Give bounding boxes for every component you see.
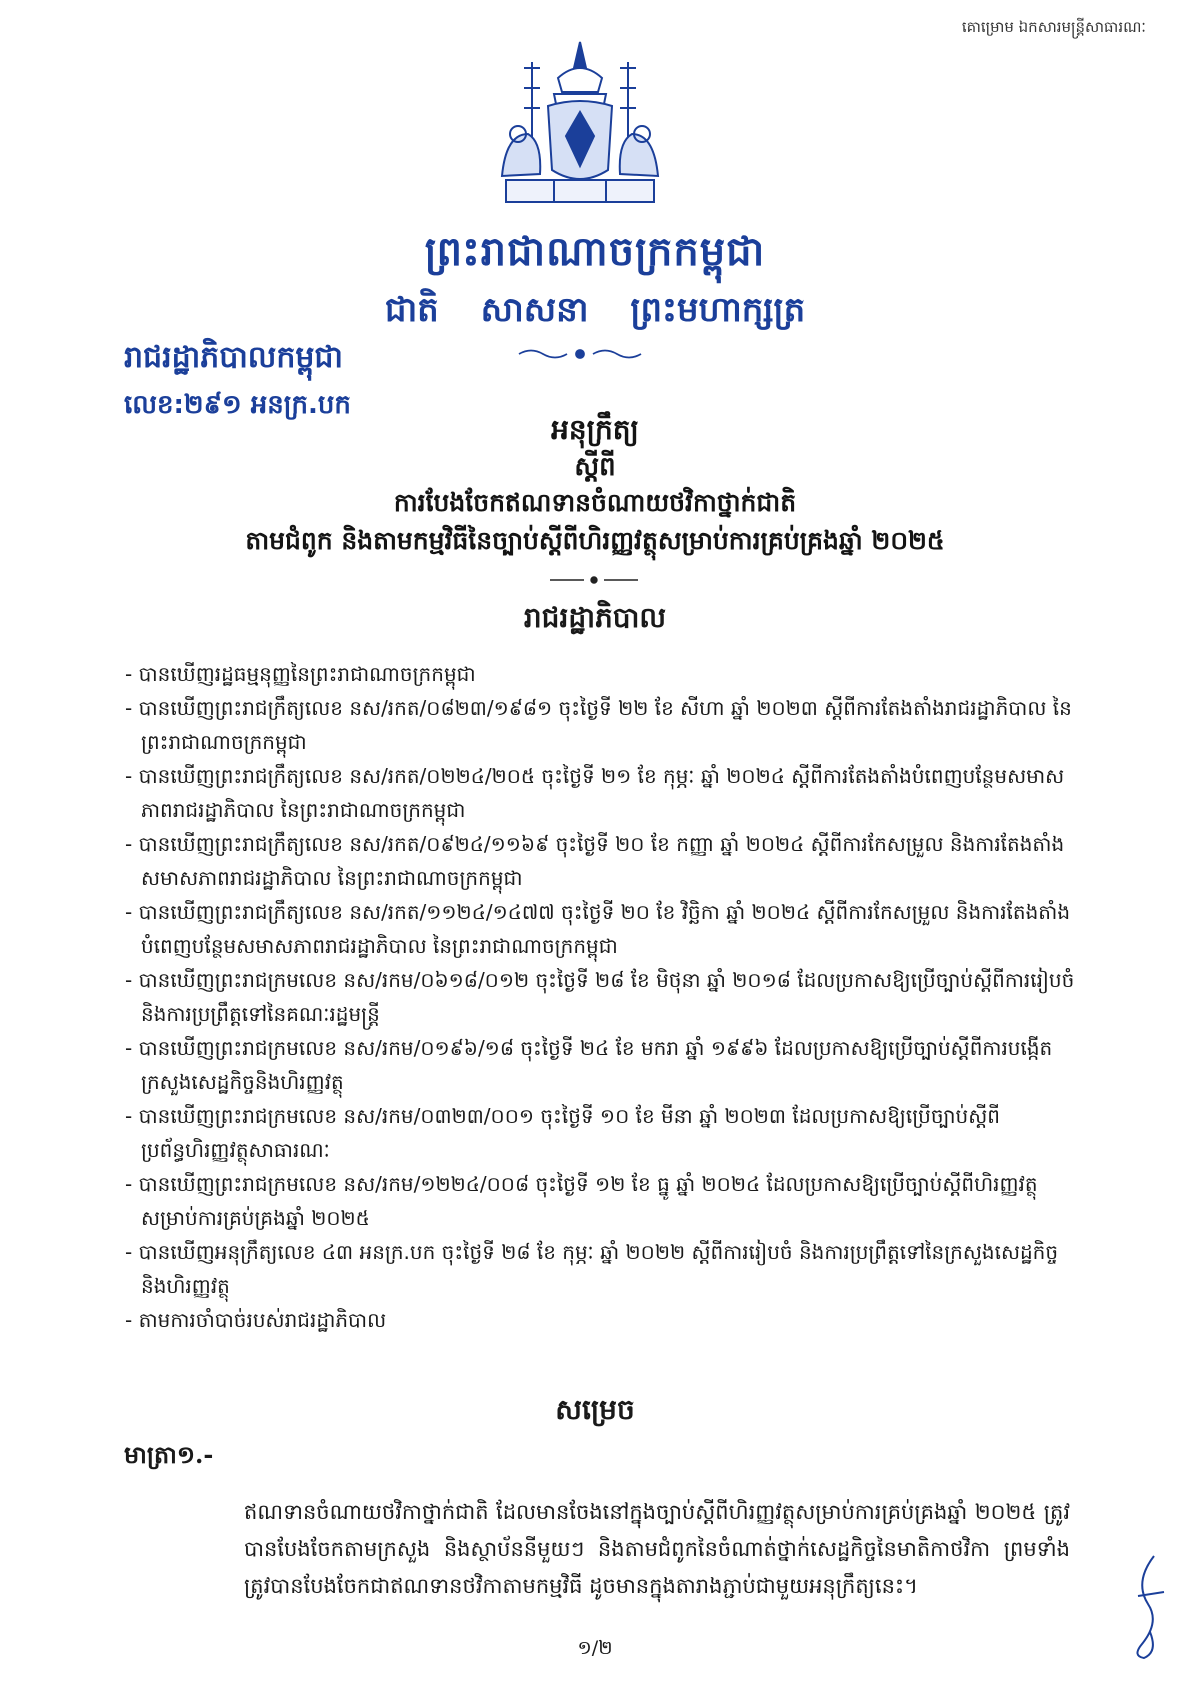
article-body: ឥណទានចំណាយថវិកាថ្នាក់ជាតិ ដែលមានចែងនៅក្នុងច្បាប់ស្តីពីហិរញ្ញវត្ថុសម្រាប់ការគ្រប់គ្រងឆ្នាំ ២០២៥ ត្រូវបានបែងចែកតាមក្រសួង និងស្ថាប័ននីមួយៗ និងតាមជំពូកនៃចំណាត់ថ្នាក់សេដ្ឋកិច្ចនៃមាតិកាថវិកា ព្រមទាំងត្រូវបានបែងចែកជាឥណទានថវិកាតាមកម្មវិធី ដូចមានក្នុងតារាងភ្ជាប់ជាមួយអនុក្រឹត្យនេះ។ — [244, 1500, 1070, 1598]
national-motto: ជាតិ សាសនា ព្រះមហាក្សត្រ — [384, 290, 806, 330]
ornament-divider-icon — [515, 345, 645, 363]
recital-item: - បានឃើញអនុក្រឹត្យលេខ ៤៣ អនក្រ.បក ចុះថ្ងៃទី ២៨ ខែ កុម្ភៈ ឆ្នាំ ២០២២ ស្តីពីការរៀបចំ និងការប្រព្រឹត្តទៅនៃក្រសួងសេដ្ឋកិច្ចនិងហិរញ្ញវត្ថុ — [125, 1235, 1075, 1303]
issuing-authority: រាជរដ្ឋាភិបាលកម្ពុជា — [124, 340, 343, 375]
document-title-line-2: តាមជំពូក និងតាមកម្មវិធីនៃច្បាប់ស្តីពីហិរញ្ញវត្ថុសម្រាប់ការគ្រប់គ្រងឆ្នាំ ២០២៥ — [245, 526, 945, 555]
header-note: គោម្រោម ឯកសារមន្ត្រីសាធារណៈ — [961, 18, 1146, 36]
recital-item: - បានឃើញព្រះរាជក្រឹត្យលេខ នស/រកត/០៩២៤/១១៦៩ ចុះថ្ងៃទី ២០ ខែ កញ្ញា ឆ្នាំ ២០២៤ ស្តីពីការកែសម្រួល និងការតែងតាំងសមាសភាពរាជរដ្ឋាភិបាល នៃព្រះរាជាណាចក្រកម្ពុជា — [125, 827, 1075, 895]
recital-item: - បានឃើញព្រះរាជក្រមលេខ នស/រកម/០៦១៨/០១២ ចុះថ្ងៃទី ២៨ ខែ មិថុនា ឆ្នាំ ២០១៨ ដែលប្រកាសឱ្យប្រើច្បាប់ស្តីពីការរៀបចំ និងការប្រព្រឹត្តទៅនៃគណៈរដ្ឋមន្ត្រី — [125, 963, 1075, 1031]
subject-label: ស្តីពី — [574, 452, 616, 482]
recital-item: - បានឃើញរដ្ឋធម្មនុញ្ញនៃព្រះរាជាណាចក្រកម្ពុជា — [125, 657, 1075, 691]
royal-coat-of-arms-icon — [488, 38, 672, 208]
recital-item: - បានឃើញព្រះរាជក្រមលេខ នស/រកម/០៣២៣/០០១ ចុះថ្ងៃទី ១០ ខែ មីនា ឆ្នាំ ២០២៣ ដែលប្រកាសឱ្យប្រើច្បាប់ស្តីពីប្រព័ន្ធហិរញ្ញវត្ថុសាធារណៈ — [125, 1099, 1075, 1167]
reference-number: លេខ:២៩១ អនក្រ.បក — [124, 390, 351, 420]
recitals-list — [125, 657, 1075, 1337]
recital-item: - បានឃើញព្រះរាជក្រមលេខ នស/រកម/០១៩៦/១៨ ចុះថ្ងៃទី ២៤ ខែ មករា ឆ្នាំ ១៩៩៦ ដែលប្រកាសឱ្យប្រើច្បាប់ស្តីពីការបង្កើតក្រសួងសេដ្ឋកិច្ចនិងហិរញ្ញវត្ថុ — [125, 1031, 1075, 1099]
recital-item: - បានឃើញព្រះរាជក្រឹត្យលេខ នស/រកត/០៨២៣/១៩៨១ ចុះថ្ងៃទី ២២ ខែ សីហា ឆ្នាំ ២០២៣ ស្តីពីការតែងតាំងរាជរដ្ឋាភិបាល នៃព្រះរាជាណាចក្រកម្ពុជា — [125, 691, 1075, 759]
recital-item: - បានឃើញព្រះរាជក្រឹត្យលេខ នស/រកត/១១២៤/១៤៧៧ ចុះថ្ងៃទី ២០ ខែ វិច្ឆិកា ឆ្នាំ ២០២៤ ស្តីពីការកែសម្រួល និងការតែងតាំងបំពេញបន្ថែមសមាសភាពរាជរដ្ឋាភិបាល នៃព្រះរាជាណាចក្រកម្ពុជា — [125, 895, 1075, 963]
document-title-line-1: ការបែងចែកឥណទានចំណាយថវិកាថ្នាក់ជាតិ — [393, 488, 797, 517]
kingdom-name: ព្រះរាជាណាចក្រកម្ពុជា — [424, 228, 766, 275]
recital-item: - តាមការចាំបាច់របស់រាជរដ្ឋាភិបាល — [125, 1303, 1075, 1337]
decision-heading: សម្រេច — [555, 1393, 635, 1426]
article-label: មាត្រា១.- — [124, 1440, 214, 1469]
document-type: អនុក្រឹត្យ — [551, 413, 639, 446]
recital-item: - បានឃើញព្រះរាជក្រមលេខ នស/រកម/១២២៤/០០៨ ចុះថ្ងៃទី ១២ ខែ ធ្នូ ឆ្នាំ ២០២៤ ដែលប្រកាសឱ្យប្រើច្បាប់ស្តីពីហិរញ្ញវត្ថុសម្រាប់ការគ្រប់គ្រងឆ្នាំ ២០២៥ — [125, 1167, 1075, 1235]
government-heading: រាជរដ្ឋាភិបាល — [523, 601, 667, 634]
recital-item: - បានឃើញព្រះរាជក្រឹត្យលេខ នស/រកត/០២២៤/២០៥ ចុះថ្ងៃទី ២១ ខែ កុម្ភៈ ឆ្នាំ ២០២៤ ស្តីពីការតែងតាំងបំពេញបន្ថែមសមាសភាពរាជរដ្ឋាភិបាល នៃព្រះរាជាណាចក្រកម្ពុជា — [125, 759, 1075, 827]
section-divider-icon — [548, 574, 640, 586]
page-number: ១/២ — [577, 1637, 613, 1659]
